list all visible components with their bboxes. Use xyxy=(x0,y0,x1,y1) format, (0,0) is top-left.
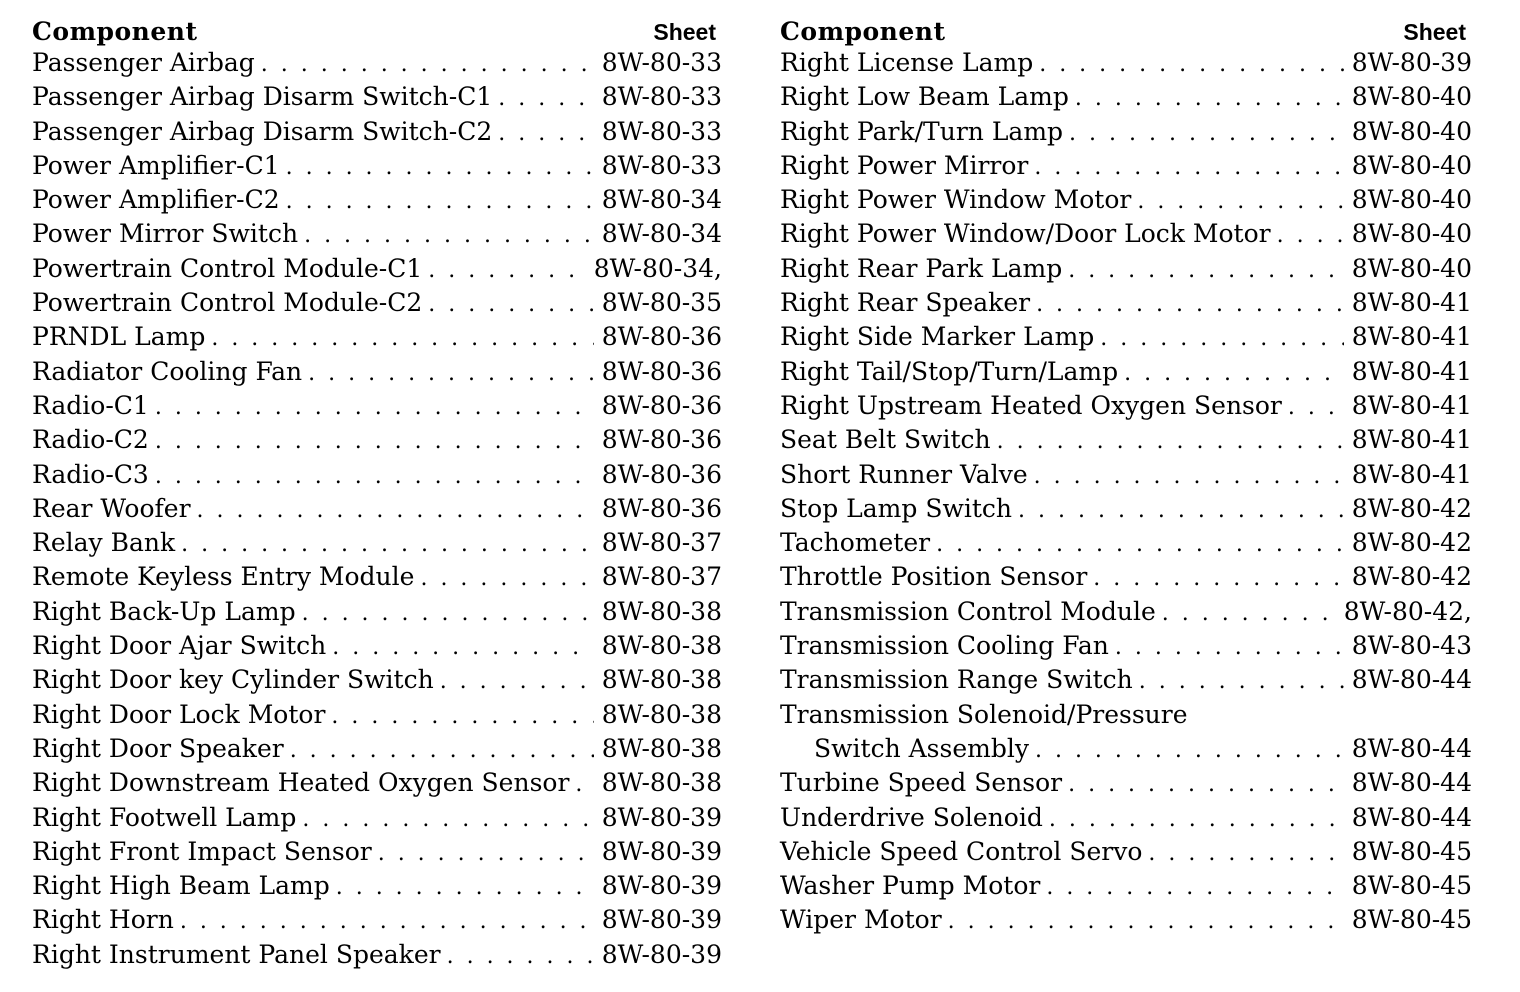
index-entry xyxy=(780,183,1472,217)
component-name: PRNDL Lamp xyxy=(32,322,206,352)
sheet-header: Sheet xyxy=(653,19,716,45)
index-entry xyxy=(32,698,722,732)
dot-leader xyxy=(180,905,594,939)
dot-leader xyxy=(1049,803,1344,837)
component-name: Transmission Cooling Fan xyxy=(780,631,1109,661)
dot-leader xyxy=(936,528,1344,562)
sheet-number: 8W-80-40 xyxy=(1351,185,1472,215)
sheet-number: 8W-80-41 xyxy=(1351,425,1472,455)
sheet-number: 8W-80-42 xyxy=(1351,493,1472,523)
dot-leader xyxy=(498,117,594,151)
index-entry xyxy=(32,458,722,492)
index-entry xyxy=(32,595,722,629)
component-name: Radiator Cooling Fan xyxy=(32,356,303,386)
component-name: Switch Assembly xyxy=(814,733,1029,763)
index-entry xyxy=(780,835,1472,869)
dot-leader xyxy=(211,322,594,356)
dot-leader xyxy=(302,803,594,837)
sheet-number: 8W-80-36 xyxy=(601,390,722,420)
sheet-number: 8W-80-38 xyxy=(601,768,722,798)
component-name: Tachometer xyxy=(780,528,931,558)
index-entry xyxy=(780,217,1472,251)
right-column-header xyxy=(780,12,1472,46)
index-entry xyxy=(780,355,1472,389)
index-entry xyxy=(32,80,722,114)
component-name: Short Runner Valve xyxy=(780,459,1028,489)
sheet-number: 8W-80-39 xyxy=(601,871,722,901)
sheet-number: 8W-80-38 xyxy=(601,665,722,695)
dot-leader xyxy=(286,185,594,219)
component-name: Rear Woofer xyxy=(32,493,191,523)
index-entry xyxy=(780,903,1472,937)
index-entry xyxy=(780,732,1472,766)
index-entry xyxy=(780,526,1472,560)
dot-leader xyxy=(1100,322,1344,356)
dot-leader xyxy=(1115,631,1344,665)
dot-leader xyxy=(1093,562,1344,596)
index-entry xyxy=(32,801,722,835)
index-entry xyxy=(32,560,722,594)
component-name: Right Rear Park Lamp xyxy=(780,253,1063,283)
dot-leader xyxy=(155,425,594,459)
component-name: Right Power Window/Door Lock Motor xyxy=(780,219,1271,249)
sheet-number: 8W-80-44 xyxy=(1351,665,1472,695)
component-name: Right Instrument Panel Speaker xyxy=(32,939,441,969)
dot-leader xyxy=(1288,391,1344,425)
sheet-number: 8W-80-40 xyxy=(1351,150,1472,180)
index-entry xyxy=(32,423,722,457)
sheet-number: 8W-80-35 xyxy=(601,288,722,318)
sheet-number: 8W-80-38 xyxy=(601,733,722,763)
component-name: Seat Belt Switch xyxy=(780,425,991,455)
sheet-number: 8W-80-39 xyxy=(601,939,722,969)
index-entry xyxy=(780,286,1472,320)
sheet-number: 8W-80-38 xyxy=(601,631,722,661)
sheet-number: 8W-80-36 xyxy=(601,356,722,386)
sheet-number: 8W-80-37 xyxy=(601,528,722,558)
left-index-list xyxy=(32,46,722,972)
index-entry xyxy=(780,869,1472,903)
sheet-number: 8W-80-40 xyxy=(1351,116,1472,146)
sheet-number: 8W-80-44 xyxy=(1351,733,1472,763)
dot-leader xyxy=(1068,768,1344,802)
component-name: Relay Bank xyxy=(32,528,176,558)
sheet-number: 8W-80-41 xyxy=(1351,390,1472,420)
sheet-number: 8W-80-34, xyxy=(593,253,722,283)
component-name: Turbine Speed Sensor xyxy=(780,768,1063,798)
component-name: Right Door Lock Motor xyxy=(32,699,326,729)
index-entry xyxy=(32,835,722,869)
sheet-number: 8W-80-40 xyxy=(1351,219,1472,249)
index-entry xyxy=(32,115,722,149)
sheet-number: 8W-80-34 xyxy=(601,219,722,249)
dot-leader xyxy=(304,219,594,253)
sheet-number: 8W-80-36 xyxy=(601,493,722,523)
dot-leader xyxy=(302,597,594,631)
index-entry xyxy=(780,560,1472,594)
component-name: Wiper Motor xyxy=(780,905,942,935)
dot-leader xyxy=(575,768,594,802)
dot-leader xyxy=(948,905,1344,939)
right-index-column xyxy=(780,12,1472,938)
sheet-number: 8W-80-45 xyxy=(1351,905,1472,935)
dot-leader xyxy=(440,665,594,699)
sheet-number: 8W-80-36 xyxy=(601,459,722,489)
sheet-number: 8W-80-39 xyxy=(601,836,722,866)
sheet-number: 8W-80-34 xyxy=(601,185,722,215)
index-entry xyxy=(780,149,1472,183)
index-entry xyxy=(32,766,722,800)
dot-leader xyxy=(155,460,594,494)
sheet-number: 8W-80-41 xyxy=(1351,288,1472,318)
dot-leader xyxy=(197,494,594,528)
dot-leader xyxy=(1137,185,1344,219)
dot-leader xyxy=(336,871,594,905)
component-name: Right Downstream Heated Oxygen Sensor xyxy=(32,768,570,798)
component-header: Component xyxy=(32,17,198,46)
index-entry xyxy=(32,492,722,526)
sheet-number: 8W-80-42 xyxy=(1351,562,1472,592)
index-entry xyxy=(780,698,1472,732)
component-name: Power Amplifier-C1 xyxy=(32,150,280,180)
sheet-number: 8W-80-41 xyxy=(1351,356,1472,386)
index-entry xyxy=(780,801,1472,835)
dot-leader xyxy=(1075,82,1344,116)
component-name: Powertrain Control Module-C2 xyxy=(32,288,423,318)
dot-leader xyxy=(1036,288,1344,322)
component-name: Right Back-Up Lamp xyxy=(32,596,296,626)
index-entry xyxy=(32,355,722,389)
component-header: Component xyxy=(780,17,946,46)
component-name: Vehicle Speed Control Servo xyxy=(780,836,1143,866)
dot-leader xyxy=(155,391,594,425)
sheet-number: 8W-80-41 xyxy=(1351,322,1472,352)
sheet-number: 8W-80-39 xyxy=(601,802,722,832)
component-name: Washer Pump Motor xyxy=(780,871,1041,901)
dot-leader xyxy=(290,734,594,768)
component-name: Stop Lamp Switch xyxy=(780,493,1013,523)
dot-leader xyxy=(1124,357,1344,391)
sheet-number: 8W-80-41 xyxy=(1351,459,1472,489)
index-entry xyxy=(32,46,722,80)
dot-leader xyxy=(428,288,594,322)
index-entry xyxy=(32,183,722,217)
dot-leader xyxy=(428,254,588,288)
dot-leader xyxy=(1034,460,1344,494)
component-name: Radio-C3 xyxy=(32,459,149,489)
component-name: Powertrain Control Module-C1 xyxy=(32,253,423,283)
index-entry xyxy=(780,595,1472,629)
sheet-number: 8W-80-42, xyxy=(1343,596,1472,626)
dot-leader xyxy=(1046,871,1344,905)
index-entry xyxy=(780,663,1472,697)
component-name: Right Park/Turn Lamp xyxy=(780,116,1064,146)
index-entry xyxy=(780,458,1472,492)
component-name: Right Power Mirror xyxy=(780,150,1029,180)
dot-leader xyxy=(1039,48,1344,82)
index-entry xyxy=(32,869,722,903)
sheet-number: 8W-80-40 xyxy=(1351,253,1472,283)
index-entry xyxy=(780,252,1472,286)
component-name: Right Power Window Motor xyxy=(780,185,1132,215)
index-entry xyxy=(780,629,1472,663)
sheet-number: 8W-80-33 xyxy=(601,116,722,146)
component-name: Right Front Impact Sensor xyxy=(32,836,372,866)
component-name: Transmission Control Module xyxy=(780,596,1156,626)
component-name: Right License Lamp xyxy=(780,48,1034,77)
sheet-number: 8W-80-45 xyxy=(1351,871,1472,901)
component-name: Remote Keyless Entry Module xyxy=(32,562,415,592)
component-name: Right High Beam Lamp xyxy=(32,871,330,901)
index-entry xyxy=(780,423,1472,457)
component-name: Transmission Solenoid/Pressure xyxy=(780,699,1188,729)
component-name: Power Mirror Switch xyxy=(32,219,299,249)
dot-leader xyxy=(286,151,594,185)
sheet-number: 8W-80-33 xyxy=(601,150,722,180)
sheet-number: 8W-80-39 xyxy=(601,905,722,935)
dot-leader xyxy=(997,425,1344,459)
index-entry xyxy=(32,389,722,423)
sheet-number: 8W-80-36 xyxy=(601,322,722,352)
dot-leader xyxy=(420,562,594,596)
component-name: Power Amplifier-C2 xyxy=(32,185,280,215)
sheet-number: 8W-80-40 xyxy=(1351,82,1472,112)
dot-leader xyxy=(378,837,594,871)
component-name: Throttle Position Sensor xyxy=(780,562,1088,592)
dot-leader xyxy=(1069,117,1344,151)
index-entry xyxy=(32,526,722,560)
index-entry xyxy=(32,217,722,251)
sheet-number: 8W-80-36 xyxy=(601,425,722,455)
component-name: Transmission Range Switch xyxy=(780,665,1133,695)
dot-leader xyxy=(498,82,594,116)
index-entry xyxy=(32,286,722,320)
right-index-list xyxy=(780,46,1472,938)
sheet-number: 8W-80-33 xyxy=(601,48,722,77)
index-entry xyxy=(32,149,722,183)
dot-leader xyxy=(1068,254,1344,288)
dot-leader xyxy=(308,357,594,391)
component-name: Right Horn xyxy=(32,905,174,935)
sheet-number: 8W-80-44 xyxy=(1351,768,1472,798)
dot-leader xyxy=(1139,665,1344,699)
dot-leader xyxy=(1148,837,1344,871)
sheet-number: 8W-80-37 xyxy=(601,562,722,592)
index-entry xyxy=(32,629,722,663)
dot-leader xyxy=(261,48,594,82)
component-name: Right Door Ajar Switch xyxy=(32,631,327,661)
index-entry xyxy=(780,46,1472,80)
sheet-header: Sheet xyxy=(1403,19,1466,45)
component-name: Underdrive Solenoid xyxy=(780,802,1043,832)
component-name: Right Door key Cylinder Switch xyxy=(32,665,434,695)
sheet-number: 8W-80-44 xyxy=(1351,802,1472,832)
index-entry xyxy=(780,492,1472,526)
component-name: Right Side Marker Lamp xyxy=(780,322,1095,352)
index-entry xyxy=(32,252,722,286)
sheet-number: 8W-80-43 xyxy=(1351,631,1472,661)
index-entry xyxy=(32,732,722,766)
dot-leader xyxy=(181,528,594,562)
dot-leader xyxy=(332,631,594,665)
sheet-number: 8W-80-38 xyxy=(601,699,722,729)
dot-leader xyxy=(1277,219,1344,253)
sheet-number: 8W-80-33 xyxy=(601,82,722,112)
index-entry xyxy=(32,903,722,937)
component-name: Right Low Beam Lamp xyxy=(780,82,1069,112)
index-entry xyxy=(32,663,722,697)
component-name: Right Tail/Stop/Turn/Lamp xyxy=(780,356,1119,386)
component-name: Passenger Airbag Disarm Switch-C1 xyxy=(32,82,493,112)
dot-leader xyxy=(1162,597,1338,631)
component-name: Radio-C1 xyxy=(32,390,149,420)
dot-leader xyxy=(1034,151,1344,185)
index-entry xyxy=(32,938,722,972)
index-entry xyxy=(32,320,722,354)
component-name: Right Door Speaker xyxy=(32,733,284,763)
component-name: Right Rear Speaker xyxy=(780,288,1031,318)
index-entry xyxy=(780,389,1472,423)
left-index-column xyxy=(32,12,722,972)
component-name: Passenger Airbag Disarm Switch-C2 xyxy=(32,116,493,146)
component-name: Right Footwell Lamp xyxy=(32,802,297,832)
sheet-number: 8W-80-42 xyxy=(1351,528,1472,558)
sheet-number: 8W-80-38 xyxy=(601,596,722,626)
sheet-number: 8W-80-39 xyxy=(1351,48,1472,77)
component-name: Right Upstream Heated Oxygen Sensor xyxy=(780,390,1282,420)
index-entry xyxy=(780,80,1472,114)
dot-leader xyxy=(1018,494,1344,528)
dot-leader xyxy=(331,700,594,734)
component-name: Passenger Airbag xyxy=(32,48,255,77)
index-entry xyxy=(780,320,1472,354)
component-name: Radio-C2 xyxy=(32,425,149,455)
sheet-number: 8W-80-45 xyxy=(1351,836,1472,866)
index-entry xyxy=(780,766,1472,800)
left-column-header xyxy=(32,12,722,46)
dot-leader xyxy=(1035,734,1344,768)
index-entry xyxy=(780,115,1472,149)
dot-leader xyxy=(447,940,594,974)
